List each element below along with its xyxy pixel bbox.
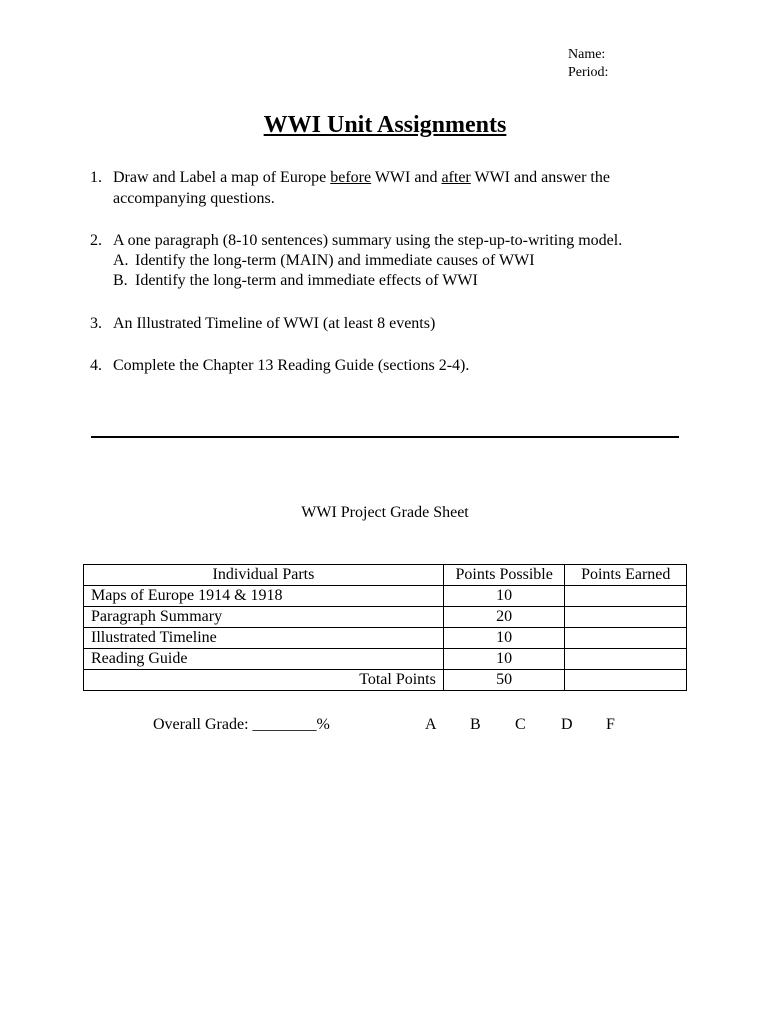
grade-letter-d: D [561, 716, 573, 733]
period-label: Period: [568, 65, 609, 80]
table-row [84, 649, 687, 670]
total-label: Total Points [84, 670, 444, 691]
table-row [84, 586, 687, 607]
item-number: 2. [90, 232, 102, 249]
points-earned-cell [565, 586, 687, 607]
grade-table [83, 564, 687, 691]
subitem-text: Identify the long-term (MAIN) and immediate causes of WWI [135, 252, 535, 269]
grade-sheet-title: WWI Project Grade Sheet [301, 504, 469, 521]
grade-letter-f: F [606, 716, 615, 733]
item-text: An Illustrated Timeline of WWI (at least 8 events) [113, 315, 436, 332]
points-earned-cell [565, 649, 687, 670]
assignment-item-4 [90, 355, 690, 376]
grade-letter-c: C [515, 716, 526, 733]
item-text: Complete the Chapter 13 Reading Guide (sections 2-4). [113, 357, 470, 374]
item-text: A one paragraph (8-10 sentences) summary using the step-up-to-writing model. [113, 232, 623, 249]
part-cell: Reading Guide [84, 649, 444, 670]
item-number: 3. [90, 315, 102, 332]
subitem-letter: B. [113, 272, 128, 289]
subitem-a [113, 251, 535, 271]
points-possible-cell: 20 [443, 607, 565, 628]
part-cell: Illustrated Timeline [84, 628, 444, 649]
item-number: 1. [90, 169, 102, 186]
page-title: WWI Unit Assignments [263, 112, 507, 138]
after-word: after [441, 169, 471, 186]
subitem-letter: A. [113, 252, 129, 269]
assignment-item-3 [90, 313, 690, 334]
grade-letter-b: B [470, 716, 481, 733]
divider-line [91, 436, 679, 438]
header-points-earned: Points Earned [565, 565, 687, 586]
total-earned-cell [565, 670, 687, 691]
points-earned-cell [565, 607, 687, 628]
points-possible-cell: 10 [443, 628, 565, 649]
assignment-item-1 [90, 167, 690, 209]
name-label: Name: [568, 47, 606, 62]
assignment-item-2 [90, 230, 690, 251]
table-row [84, 607, 687, 628]
item-number: 4. [90, 357, 102, 374]
item-text-line2: accompanying questions. [113, 190, 275, 207]
points-possible-cell: 10 [443, 649, 565, 670]
points-earned-cell [565, 628, 687, 649]
header-individual-parts: Individual Parts [84, 565, 444, 586]
total-row [84, 670, 687, 691]
total-value: 50 [443, 670, 565, 691]
subitem-b [113, 271, 478, 291]
before-word: before [330, 169, 372, 186]
overall-grade-label: Overall Grade: ________% [153, 716, 330, 733]
header-points-possible: Points Possible [443, 565, 565, 586]
subitem-text: Identify the long-term and immediate effects of WWI [135, 272, 478, 289]
table-header-row [84, 565, 687, 586]
table-row [84, 628, 687, 649]
points-possible-cell: 10 [443, 586, 565, 607]
item-text: Draw and Label a map of Europe before WWI and after WWI and answer the [113, 169, 610, 186]
grade-letter-a: A [425, 716, 437, 733]
part-cell: Maps of Europe 1914 & 1918 [84, 586, 444, 607]
part-cell: Paragraph Summary [84, 607, 444, 628]
